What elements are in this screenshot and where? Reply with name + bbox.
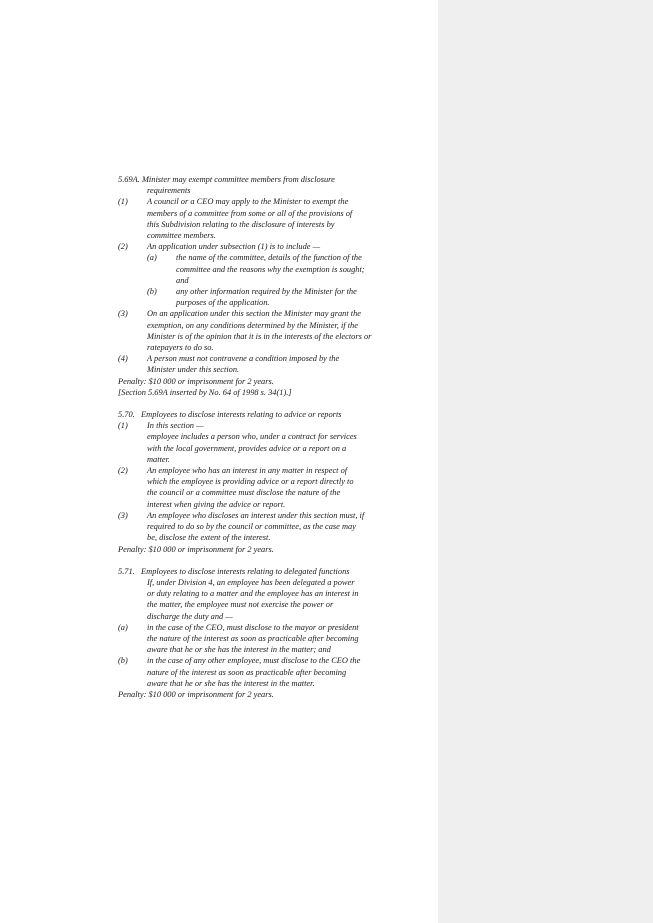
penalty: Penalty: $10 000 or imprisonment for 2 years. [118,376,274,386]
text-line: in the case of the CEO, must disclose to the mayor or president [147,622,359,632]
text-line: the name of the committee, details of the function of the [176,253,362,263]
text-line: with the local government, provides advice or a report on a [147,443,347,453]
text-line: If, under Division 4, an employee has been delegated a power [147,577,355,587]
penalty: Penalty: $10 000 or imprisonment for 2 years. [118,689,274,699]
text-line: this Subdivision relating to the disclosure of interests by [147,219,335,229]
text-line: Minister under this section. [147,365,240,375]
subsection-number: (1) [118,197,128,207]
text-line: committee members. [147,231,216,241]
text-line: In this section — [147,421,204,431]
text-line: required to do so by the council or committee, as the case may [147,522,356,532]
subsection-1 [118,420,436,465]
text-line: interest when giving the advice or report. [147,499,286,509]
paragraph-b [118,286,436,308]
subsection-1 [118,196,436,241]
text-line: ratepayers to do so. [147,343,214,353]
subsection-number: (2) [118,242,128,252]
section-heading: 5.71. Employees to disclose interests relating to delegated functions [118,566,350,576]
text-line: matter. [147,454,171,464]
section-heading: 5.69A. Minister may exempt committee members from disclosure [118,175,335,184]
section-5-71 [118,566,436,700]
paragraph-number: (b) [147,287,157,297]
text-line: the matter, the employee must not exercise the power or [147,600,334,610]
text-line: aware that he or she has the interest in the matter. [147,678,315,688]
text-line: An application under subsection (1) is to include — [147,242,321,252]
text-line: A council or a CEO may apply to the Minister to exempt the [147,197,349,207]
text-line: which the employee is providing advice or a report directly to [147,477,354,487]
section-heading: 5.70. Employees to disclose interests relating to advice or reports [118,410,342,420]
paragraph-number: (a) [147,253,157,263]
text-line: A person must not contravene a condition imposed by the [147,354,340,364]
text-line: in the case of any other employee, must disclose to the CEO the [147,656,361,666]
subsection-number: (3) [118,510,128,520]
paragraph-number: (a) [118,622,128,632]
text-line: exemption, on any conditions determined by the Minister, if the [147,320,358,330]
text-line: or duty relating to a matter and the employee has an interest in [147,589,359,599]
subsection-number: (4) [118,354,128,364]
text-line: aware that he or she has the interest in the matter; and [147,645,331,655]
subsection-number: (1) [118,421,128,431]
subsection-number: (2) [118,466,128,476]
section-5-70 [118,409,436,555]
text-line: employee includes a person who, under a contract for services [147,432,357,442]
penalty: Penalty: $10 000 or imprisonment for 2 years. [118,544,274,554]
text-line: committee and the reasons why the exemption is sought; [176,264,365,274]
text-line: Minister is of the opinion that it is in the interests of the electors or [147,331,372,341]
subsection-4 [118,353,436,375]
document-page [118,174,436,700]
subsection-number: (3) [118,309,128,319]
text-line: discharge the duty and — [147,611,233,621]
text-line: any other information required by the Minister for the [176,287,357,297]
text-line: the nature of the interest as soon as practicable after becoming [147,633,359,643]
section-note: [Section 5.69A inserted by No. 64 of 1998 s. 34(1).] [118,387,292,397]
comment-pane [438,0,653,923]
text-line: members of a committee from some or all of the provisions of [147,208,353,218]
paragraph-number: (b) [118,656,128,666]
text-line: purposes of the application. [176,298,270,308]
text-line: and [176,275,189,285]
text-line: be, disclose the extent of the interest. [147,533,271,543]
text-line: On an application under this section the Minister may grant the [147,309,362,319]
text-line: nature of the interest as soon as practicable after becoming [147,667,347,677]
subsection-3 [118,308,436,353]
subsection-2 [118,465,436,510]
section-5-69a [118,174,436,398]
paragraph-a [118,252,436,286]
paragraph-b [118,655,436,689]
section-heading-cont: requirements [147,186,191,196]
text-line: An employee who has an interest in any matter in respect of [147,466,348,476]
subsection-2 [118,241,436,308]
text-line: the council or a committee must disclose the nature of the [147,488,341,498]
subsection-3 [118,510,436,544]
text-line: An employee who discloses an interest under this section must, if [147,510,365,520]
paragraph-a [118,622,436,656]
